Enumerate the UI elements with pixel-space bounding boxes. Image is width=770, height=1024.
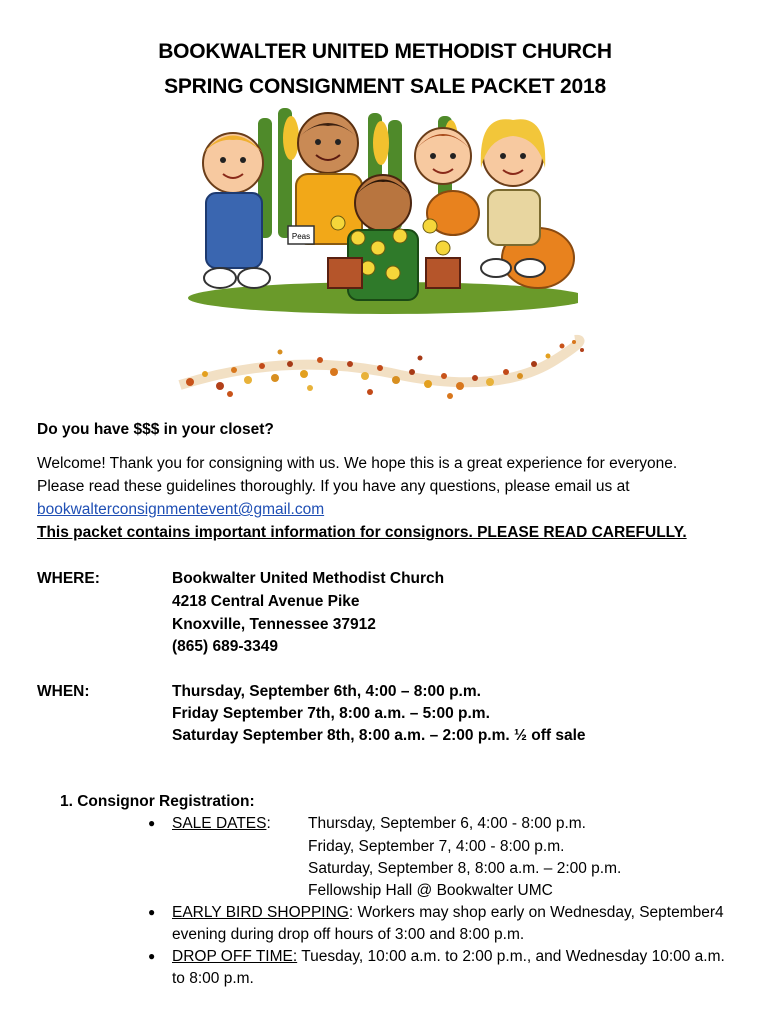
early-bird-text-1: : Workers may shop early on Wednesday, September4 [348, 904, 724, 921]
early-bird-line-1 [172, 901, 724, 924]
drop-off-label: DROP OFF TIME: [172, 948, 298, 965]
sale-location: Fellowship Hall @ Bookwalter UMC [308, 882, 553, 899]
autumn-leaves-divider [170, 330, 610, 402]
welcome-line-1: Welcome! Thank you for consigning with us. We hope this is a great experience for everyone. [37, 455, 678, 472]
bullet-icon: ● [148, 905, 156, 919]
early-bird-text-2: evening during drop off hours of 3:00 and 8:00 p.m. [172, 926, 525, 943]
sale-dates-label-text: SALE DATES [172, 815, 267, 832]
when-line-saturday: Saturday September 8th, 8:00 a.m. – 2:00 p.m. ½ off sale [172, 727, 586, 744]
sale-date-saturday: Saturday, September 8, 8:00 a.m. – 2:00 p.m. [308, 860, 622, 877]
children-garden-illustration [178, 108, 578, 316]
where-label: WHERE: [37, 570, 100, 587]
early-bird-label: EARLY BIRD SHOPPING [172, 904, 349, 921]
sale-date-thursday: Thursday, September 6, 4:00 - 8:00 p.m. [308, 815, 586, 832]
bullet-icon: ● [148, 949, 156, 963]
drop-off-text-1: Tuesday, 10:00 a.m. to 2:00 p.m., and Wednesday 10:00 a.m. [297, 948, 725, 965]
when-line-friday: Friday September 7th, 8:00 a.m. – 5:00 p.m. [172, 705, 490, 722]
sale-dates-label [172, 812, 271, 835]
peas-sign-text: Peas [291, 232, 311, 241]
drop-off-text-2: to 8:00 p.m. [172, 970, 254, 987]
closet-question: Do you have $$$ in your closet? [37, 421, 274, 438]
document-title-line1: BOOKWALTER UNITED METHODIST CHURCH [158, 40, 612, 63]
sale-date-friday: Friday, September 7, 4:00 - 8:00 p.m. [308, 838, 565, 855]
contact-email-link[interactable]: bookwalterconsignmentevent@gmail.com [37, 501, 325, 518]
where-line-church: Bookwalter United Methodist Church [172, 570, 445, 587]
section-1-heading: 1. Consignor Registration: [60, 793, 255, 810]
welcome-line-2: Please read these guidelines thoroughly. If you have any questions, please email us at [37, 478, 630, 495]
document-title-line2: SPRING CONSIGNMENT SALE PACKET 2018 [164, 75, 606, 98]
where-line-phone: (865) 689-3349 [172, 638, 278, 655]
when-line-thursday: Thursday, September 6th, 4:00 – 8:00 p.m. [172, 683, 481, 700]
where-line-city: Knoxville, Tennessee 37912 [172, 616, 376, 633]
bullet-icon: ● [148, 816, 156, 830]
sale-dates-colon: : [266, 815, 271, 832]
important-notice: This packet contains important information for consignors. PLEASE READ CAREFULLY. [37, 524, 687, 541]
where-line-street: 4218 Central Avenue Pike [172, 593, 360, 610]
when-label: WHEN: [37, 683, 90, 700]
drop-off-line-1 [172, 945, 725, 968]
